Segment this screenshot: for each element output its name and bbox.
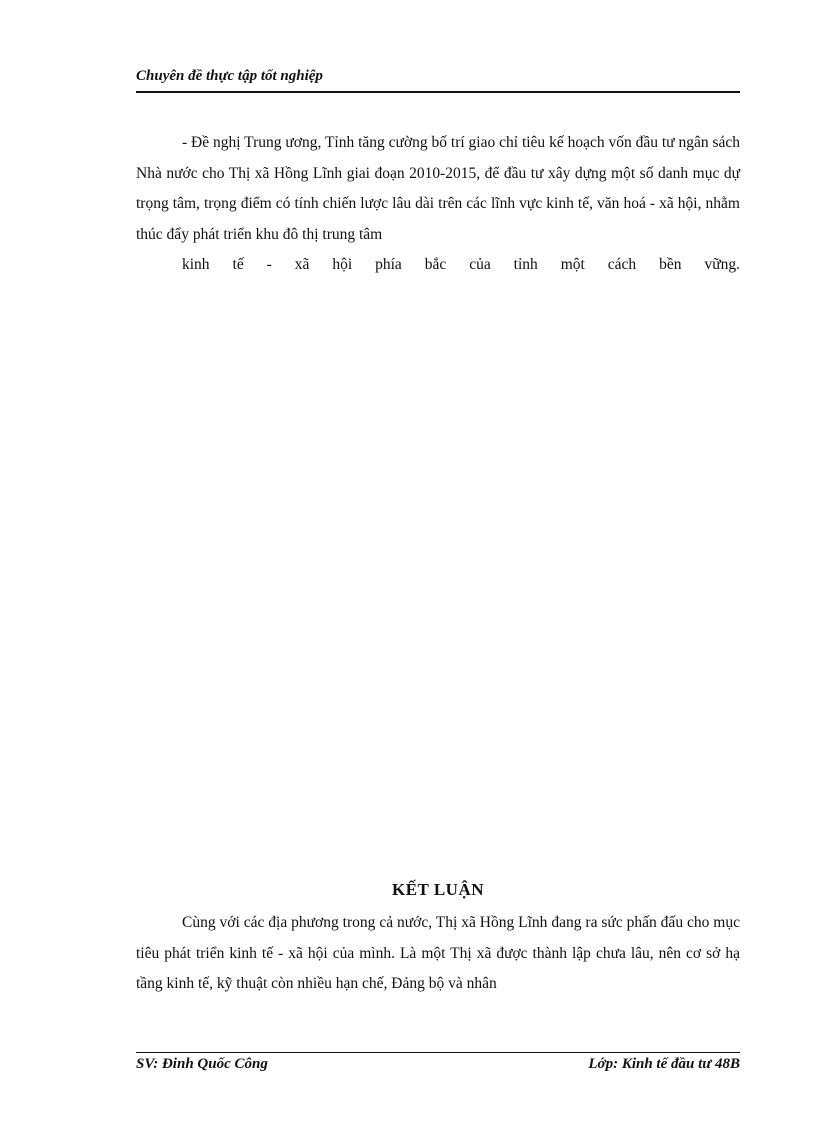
- footer-class-name: Lớp: Kinh tế đầu tư 48B: [588, 1056, 740, 1072]
- header-divider: [136, 91, 740, 93]
- footer-student-name: SV: Đinh Quốc Công: [136, 1056, 268, 1072]
- paragraph-recommendation: [136, 128, 740, 281]
- paragraph-conclusion: Cùng với các địa phương trong cả nước, Thị xã Hồng Lĩnh đang ra sức phấn đấu cho mục tiêu phát triển kinh tế - xã hội của mình. Là một Thị xã được thành lập chưa lâu, nên cơ sở hạ tầng kinh tế, kỹ thuật còn nhiều hạn chế, Đảng bộ và nhân: [136, 914, 740, 992]
- page-header-title: Chuyên đề thực tập tốt nghiệp: [136, 68, 323, 84]
- section-heading-conclusion: KẾT LUẬN: [391, 880, 484, 899]
- paragraph-recommendation-text: - Đề nghị Trung ương, Tỉnh tăng cường bố trí giao chỉ tiêu kế hoạch vốn đầu tư ngân sách Nhà nước cho Thị xã Hồng Lĩnh giai đoạn 2010-2015, để đầu tư xây dựng một số danh mục dự trọng tâm, trọng điểm có tính chiến lược lâu dài trên các lĩnh vực kinh tế, văn hoá - xã hội, nhằm thúc đẩy phát triển khu đô thị trung tâm: [136, 134, 740, 243]
- paragraph-recommendation-last-line: kinh tế - xã hội phía bắc của tỉnh một cách bền vững.: [182, 256, 740, 273]
- footer-divider: [136, 1052, 740, 1053]
- page-footer: [136, 1056, 740, 1073]
